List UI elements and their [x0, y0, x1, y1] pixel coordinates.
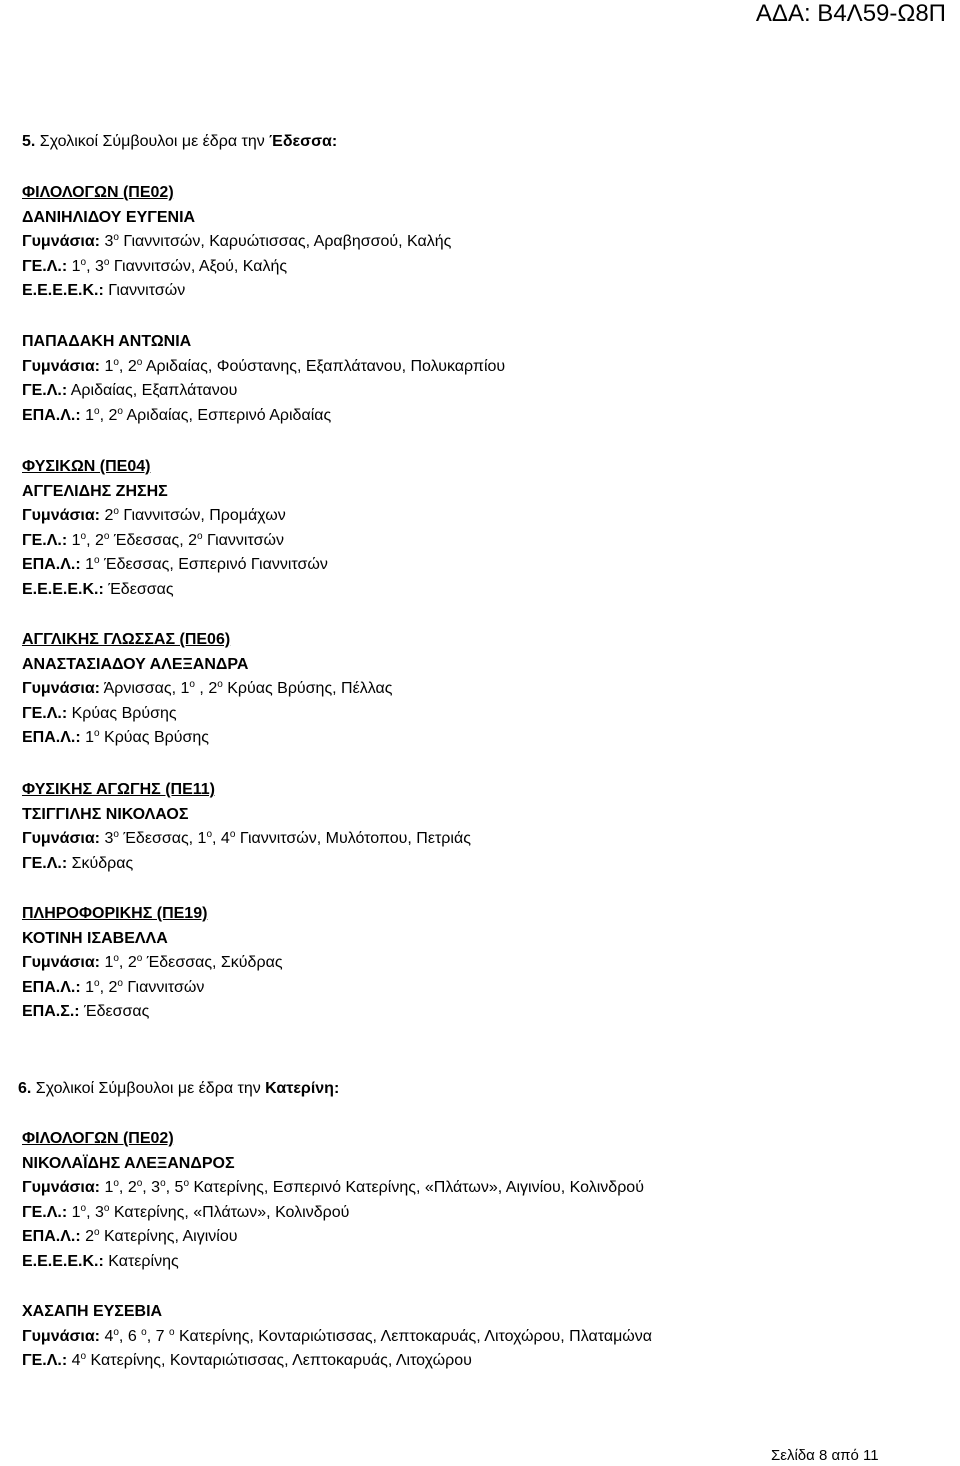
school-type-label: ΓΕ.Λ.:	[22, 257, 68, 275]
school-list-line	[22, 1000, 952, 1025]
school-type-label: ΓΕ.Λ.:	[22, 704, 68, 722]
section-5-number: 5.	[22, 133, 36, 150]
school-list-text: Αριδαίας, Εξαπλάτανου	[67, 382, 238, 400]
school-list-line	[22, 1176, 952, 1201]
school-type-label: ΕΠΑ.Λ.:	[22, 406, 81, 424]
advisor-name: ΑΓΓΕΛΙΔΗΣ ΖΗΣΗΣ	[22, 482, 168, 500]
school-list-line	[22, 1349, 952, 1374]
block-s5-5	[22, 902, 952, 1025]
school-list-text: $1^o$ Κρύας Βρύσης	[80, 728, 209, 747]
school-list-line	[22, 1250, 952, 1275]
school-type-label: Γυμνάσια:	[22, 1179, 101, 1197]
school-list-line	[22, 504, 952, 529]
school-list-text: Άρνισσας, $1^o$ , $2^o$ Κρύας Βρύσης, Πέλλας	[100, 679, 393, 698]
school-type-label: ΓΕ.Λ.:	[22, 1352, 68, 1370]
school-list-line	[22, 230, 952, 255]
school-type-label: ΕΠΑ.Σ.:	[22, 1003, 80, 1021]
advisor-name: ΤΣΙΓΓΙΛΗΣ ΝΙΚΟΛΑΟΣ	[22, 805, 189, 823]
school-type-label: Γυμνάσια:	[22, 357, 101, 375]
page-number: Σελίδα 8 από 11	[771, 1447, 879, 1464]
school-list-text: $3^o$ Γιαννιτσών, Καρυώτισσας, Αραβησσού, Καλής	[100, 232, 452, 251]
school-list-text: $1^o$, $3^o$ Κατερίνης, «Πλάτων», Κολινδρού	[67, 1202, 350, 1221]
school-type-label: Γυμνάσια:	[22, 507, 101, 525]
specialty-heading: ΑΓΓΛΙΚΗΣ ΓΛΩΣΣΑΣ (ΠΕ06)	[22, 631, 231, 648]
school-list-line	[22, 852, 952, 877]
school-list-line	[22, 976, 952, 1001]
school-list-line	[22, 255, 952, 280]
school-type-label: ΓΕ.Λ.:	[22, 854, 68, 872]
school-list-text: $1^o$, $2^o$ Έδεσσας, $2^o$ Γιαννιτσών	[67, 530, 284, 549]
specialty-heading: ΦΥΣΙΚΗΣ ΑΓΩΓΗΣ (ΠΕ11)	[22, 781, 215, 798]
school-list-text: $1^o$, $2^o$, $3^o$, $5^o$ Κατερίνης, Εσπερινό Κατερίνης, «Πλάτων», Αιγινίου, Κολινδρού	[100, 1178, 644, 1197]
school-type-label: Γυμνάσια:	[22, 1327, 101, 1345]
school-list-line	[22, 355, 952, 380]
school-list-text: Έδεσσας	[103, 580, 174, 598]
advisor-name: ΠΑΠΑΔΑΚΗ ΑΝΤΩΝΙΑ	[22, 333, 192, 350]
school-list-text: Γιαννιτσών	[103, 282, 186, 300]
advisor-name: ΔΑΝΙΗΛΙΔΟΥ ΕΥΓΕΝΙΑ	[22, 208, 196, 226]
school-list-line	[22, 677, 952, 702]
section-5-heading	[22, 130, 337, 154]
school-list-text: $1^o$, $2^o$ Αριδαίας, Φούστανης, Εξαπλάτανου, Πολυκαρπίου	[100, 356, 506, 375]
advisor-name: ΝΙΚΟΛΑΪΔΗΣ ΑΛΕΞΑΝΔΡΟΣ	[22, 1154, 235, 1172]
section-6-number: 6.	[18, 1080, 32, 1097]
ada-code: ΑΔΑ: Β4Λ59-Ω8Π	[755, 0, 946, 27]
section-6-city: Κατερίνη:	[265, 1080, 340, 1097]
block-s5-1	[22, 330, 952, 428]
school-type-label: Ε.Ε.Ε.Ε.Κ.:	[22, 1252, 104, 1270]
school-list-text: $1^o$, $2^o$ Γιαννιτσών	[80, 977, 205, 996]
school-list-text: $2^o$ Γιαννιτσών, Προμάχων	[100, 506, 286, 525]
school-list-text: Κρύας Βρύσης	[67, 704, 177, 722]
specialty-heading: ΦΙΛΟΛΟΓΩΝ (ΠΕ02)	[22, 1130, 174, 1147]
school-type-label: Γυμνάσια:	[22, 233, 101, 251]
school-list-line	[22, 379, 952, 404]
block-s5-2	[22, 455, 952, 603]
school-list-text: Κατερίνης	[103, 1252, 179, 1270]
advisor-name: ΑΝΑΣΤΑΣΙΑΔΟΥ ΑΛΕΞΑΝΔΡΑ	[22, 655, 249, 673]
school-type-label: Γυμνάσια:	[22, 830, 101, 848]
school-list-text: Έδεσσας	[79, 1003, 150, 1021]
advisor-name: ΧΑΣΑΠΗ ΕΥΣΕΒΙΑ	[22, 1303, 163, 1320]
school-list-text: $3^o$ Έδεσσας, $1^o$, $4^o$ Γιαννιτσών, Μυλότοπου, Πετριάς	[100, 829, 471, 848]
school-list-line	[22, 1225, 952, 1250]
specialty-heading: ΠΛΗΡΟΦΟΡΙΚΗΣ (ΠΕ19)	[22, 905, 208, 922]
school-type-label: Ε.Ε.Ε.Ε.Κ.:	[22, 580, 104, 598]
school-list-text: $1^o$, $2^o$ Έδεσσας, Σκύδρας	[100, 953, 283, 972]
school-list-text: $1^o$ Έδεσσας, Εσπερινό Γιαννιτσών	[80, 555, 328, 574]
block-s6-0	[22, 1127, 952, 1275]
block-s5-0	[22, 181, 952, 304]
school-type-label: Ε.Ε.Ε.Ε.Κ.:	[22, 282, 104, 300]
school-list-line	[22, 827, 952, 852]
school-list-line	[22, 1201, 952, 1226]
school-type-label: ΓΕ.Λ.:	[22, 531, 68, 549]
specialty-heading: ΦΙΛΟΛΟΓΩΝ (ΠΕ02)	[22, 184, 174, 201]
block-s5-4	[22, 778, 952, 876]
school-list-line	[22, 553, 952, 578]
section-5-title: Σχολικοί Σύμβουλοι με έδρα την	[39, 133, 270, 150]
section-5-city: Έδεσσα:	[269, 133, 338, 150]
school-type-label: ΕΠΑ.Λ.:	[22, 556, 81, 574]
school-list-line	[22, 404, 952, 429]
school-type-label: ΓΕ.Λ.:	[22, 382, 68, 400]
specialty-heading: ΦΥΣΙΚΩΝ (ΠΕ04)	[22, 458, 151, 475]
school-list-line	[22, 726, 952, 751]
school-type-label: ΕΠΑ.Λ.:	[22, 1228, 81, 1246]
advisor-name: ΚΟΤΙΝΗ ΙΣΑΒΕΛΛΑ	[22, 929, 168, 947]
school-list-text: $4^o$ Κατερίνης, Κονταριώτισσας, Λεπτοκαρυάς, Λιτοχώρου	[67, 1351, 472, 1370]
school-list-line	[22, 529, 952, 554]
school-list-text: $1^o$, $2^o$ Αριδαίας, Εσπερινό Αριδαίας	[80, 405, 332, 424]
school-list-line	[22, 1325, 952, 1350]
school-type-label: ΓΕ.Λ.:	[22, 1203, 68, 1221]
block-s5-3	[22, 628, 952, 751]
school-list-line	[22, 578, 952, 603]
school-list-line	[22, 279, 952, 304]
section-6-title: Σχολικοί Σύμβουλοι με έδρα την	[35, 1080, 266, 1097]
school-list-text: $4^o$, 6 $^o$, 7 $^o$ Κατερίνης, Κονταριώτισσας, Λεπτοκαρυάς, Λιτοχώρου, Πλαταμώνα	[100, 1326, 653, 1345]
section-6-heading	[18, 1077, 339, 1101]
school-type-label: ΕΠΑ.Λ.:	[22, 978, 81, 996]
school-type-label: ΕΠΑ.Λ.:	[22, 729, 81, 747]
school-list-text: $2^o$ Κατερίνης, Αιγινίου	[80, 1227, 238, 1246]
school-list-line	[22, 702, 952, 727]
school-type-label: Γυμνάσια:	[22, 954, 101, 972]
school-list-text: Σκύδρας	[67, 854, 134, 872]
block-s6-1	[22, 1300, 952, 1374]
school-list-line	[22, 951, 952, 976]
school-type-label: Γυμνάσια:	[22, 680, 101, 698]
school-list-text: $1^o$, $3^o$ Γιαννιτσών, Αξού, Καλής	[67, 256, 288, 275]
